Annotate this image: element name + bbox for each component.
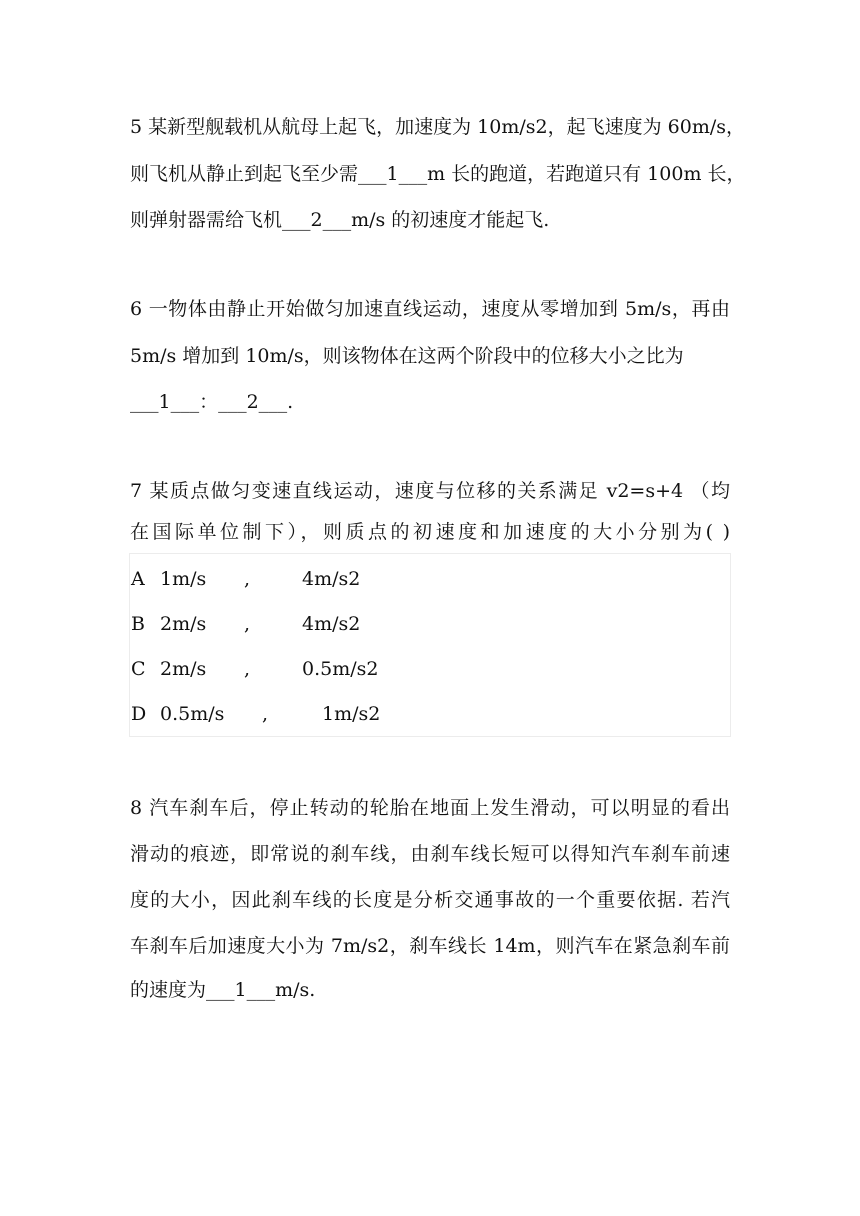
question-8-line-5: 的速度为___1___m/s. <box>130 979 316 1001</box>
question-6-line-2: 5m/s 增加到 10m/s，则该物体在这两个阶段中的位移大小之比为 <box>130 345 684 367</box>
question-8-line-2: 滑动的痕迹，即常说的刹车线，由刹车线长短可以得知汽车刹车前速 <box>130 843 730 865</box>
question-8-line-4: 车刹车后加速度大小为 7m/s2，刹车线长 14m，则汽车在紧急刹车前 <box>130 935 730 957</box>
question-5-line-3: 则弹射器需给飞机___2___m/s 的初速度才能起飞. <box>130 209 550 231</box>
option-velocity: 0.5m/s <box>160 703 225 725</box>
question-7-line-2: 在国际单位制下），则质点的初速度和加速度的大小分别为( ) <box>130 521 730 543</box>
question-5-line-1: 5 某新型舰载机从航母上起飞，加速度为 10m/s2，起飞速度为 60m/s， <box>130 116 745 138</box>
option-separator: , <box>262 703 269 725</box>
question-8-line-3: 度的大小，因此刹车线的长度是分析交通事故的一个重要依据. 若汽 <box>130 889 730 911</box>
option-velocity: 2m/s <box>160 658 207 680</box>
question-5-line-2: 则飞机从静止到起飞至少需___1___m 长的跑道，若跑道只有 100m 长， <box>130 163 746 185</box>
option-separator: , <box>244 613 251 635</box>
question-8-line-1: 8 汽车刹车后，停止转动的轮胎在地面上发生滑动，可以明显的看出 <box>130 797 730 819</box>
option-letter: B <box>131 613 145 635</box>
answer-options-table <box>129 553 731 737</box>
option-velocity: 2m/s <box>160 613 207 635</box>
option-separator: , <box>244 568 251 590</box>
option-letter: C <box>131 658 146 680</box>
option-acceleration: 4m/s2 <box>302 568 361 590</box>
option-acceleration: 4m/s2 <box>302 613 361 635</box>
option-separator: , <box>244 658 251 680</box>
option-letter: A <box>131 568 145 590</box>
question-6-line-3: ___1___：___2___. <box>130 391 294 413</box>
question-7-line-1: 7 某质点做匀变速直线运动，速度与位移的关系满足 v2=s+4 （均 <box>130 480 730 502</box>
option-acceleration: 0.5m/s2 <box>302 658 379 680</box>
option-velocity: 1m/s <box>160 568 207 590</box>
option-letter: D <box>131 703 147 725</box>
question-6-line-1: 6 一物体由静止开始做匀加速直线运动，速度从零增加到 5m/s，再由 <box>130 298 730 320</box>
option-acceleration: 1m/s2 <box>322 703 381 725</box>
